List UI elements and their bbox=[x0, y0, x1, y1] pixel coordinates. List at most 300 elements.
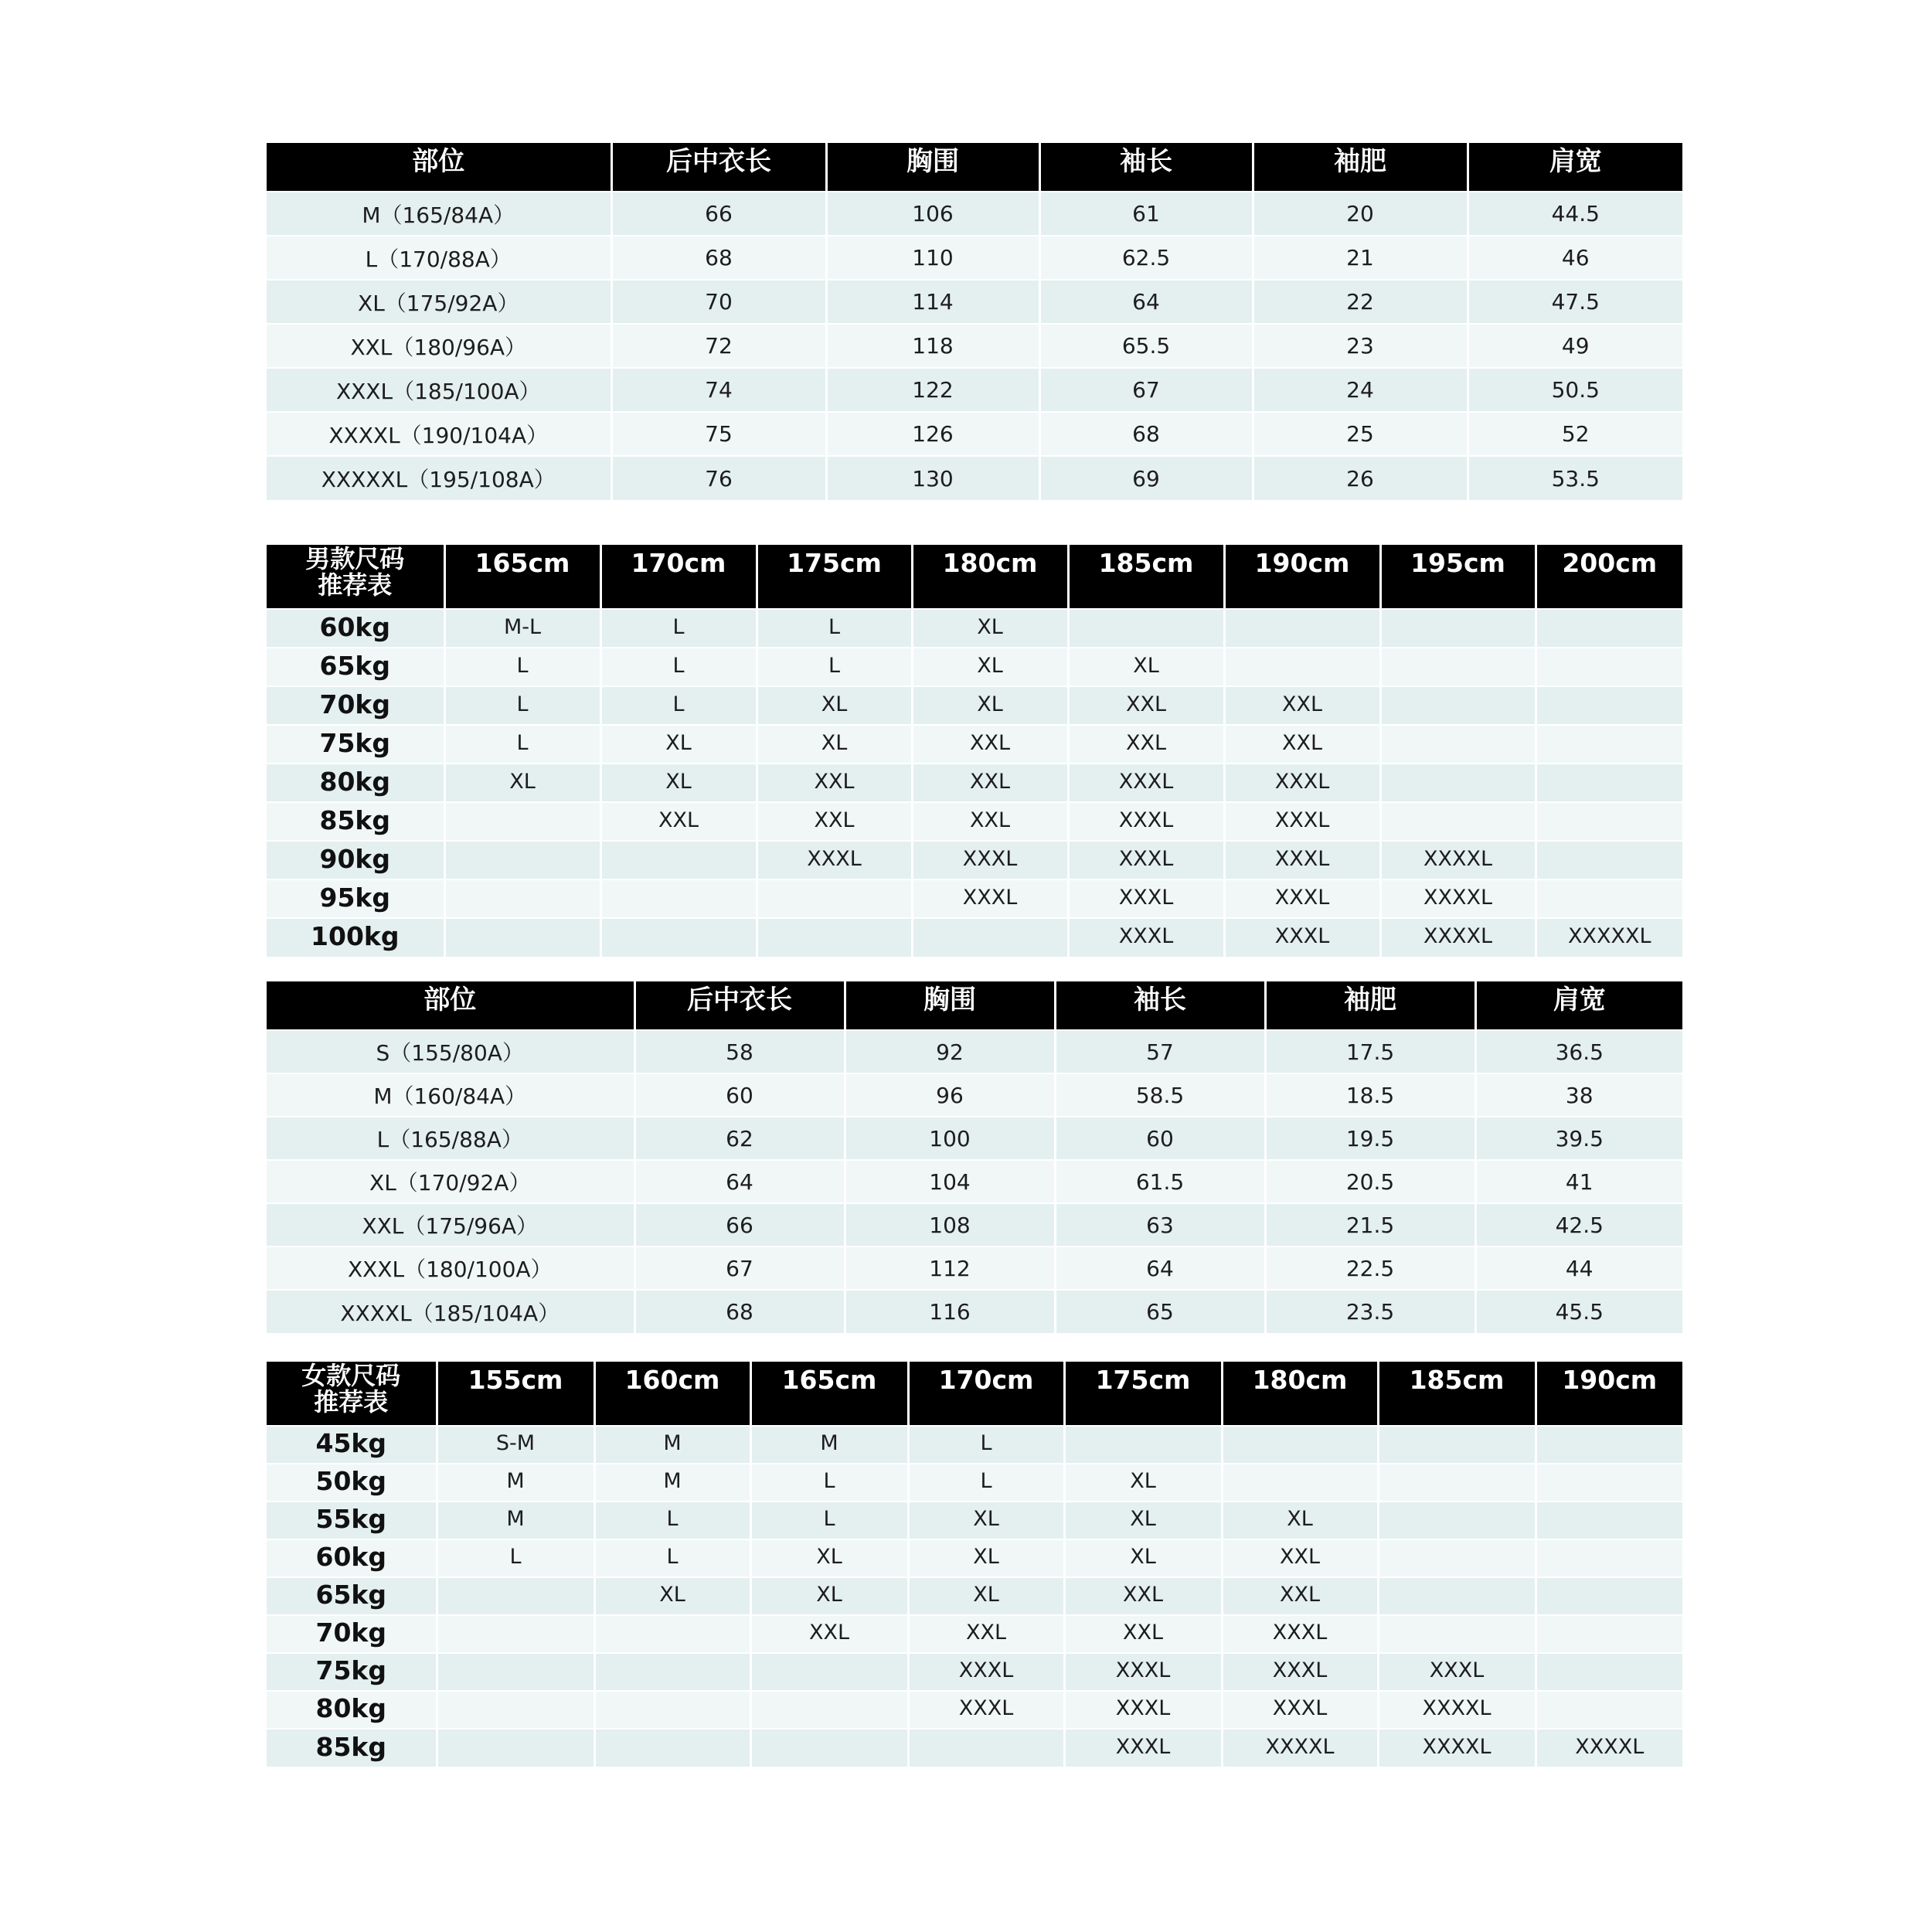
measurement-cell: 17.5 bbox=[1265, 1030, 1475, 1073]
table-row bbox=[267, 1729, 1682, 1767]
measurement-cell: 44 bbox=[1475, 1247, 1682, 1290]
measurement-cell: 57 bbox=[1055, 1030, 1265, 1073]
weight-label-cell: 95kg bbox=[267, 879, 444, 918]
women-measurement-chart bbox=[267, 981, 1682, 1333]
measurement-cell: 46 bbox=[1468, 236, 1682, 280]
measurement-cell: 36.5 bbox=[1475, 1030, 1682, 1073]
weight-label-cell: 50kg bbox=[267, 1464, 437, 1502]
table-row bbox=[267, 1691, 1682, 1729]
weight-label-cell: 90kg bbox=[267, 841, 444, 879]
table-title-line2: 推荐表 bbox=[314, 1386, 389, 1417]
recommended-size-cell: M bbox=[437, 1502, 594, 1539]
men-recommendation-table bbox=[267, 545, 1682, 957]
recommended-size-cell bbox=[1536, 1502, 1682, 1539]
measurement-cell: 64 bbox=[1039, 280, 1253, 324]
recommended-size-cell: XXXXL bbox=[1536, 1729, 1682, 1767]
recommended-size-cell: XXL bbox=[757, 802, 912, 841]
recommended-size-cell bbox=[600, 918, 757, 957]
recommended-size-cell: XL bbox=[600, 764, 757, 802]
measurement-cell: 53.5 bbox=[1468, 456, 1682, 500]
measurement-cell: 100 bbox=[845, 1117, 1055, 1160]
recommended-size-cell: XXXXL bbox=[1380, 918, 1536, 957]
size-label-cell: XXXL（180/100A） bbox=[267, 1247, 634, 1290]
table-row bbox=[267, 1203, 1682, 1247]
measurement-cell: 42.5 bbox=[1475, 1203, 1682, 1247]
table-row bbox=[267, 1539, 1682, 1577]
recommended-size-cell bbox=[1380, 609, 1536, 648]
table-title-line1: 男款尺码 bbox=[305, 544, 405, 573]
recommended-size-cell: L bbox=[908, 1426, 1064, 1464]
recommended-size-cell: L bbox=[594, 1539, 750, 1577]
size-label-cell: L（165/88A） bbox=[267, 1117, 634, 1160]
size-label-cell: XXXXL（185/104A） bbox=[267, 1290, 634, 1333]
column-header: 袖长 bbox=[1039, 143, 1253, 192]
measurement-cell: 96 bbox=[845, 1073, 1055, 1117]
height-header: 200cm bbox=[1536, 545, 1682, 609]
recommended-size-cell: XXXL bbox=[1222, 1653, 1378, 1691]
recommended-size-cell bbox=[600, 841, 757, 879]
measurement-cell: 68 bbox=[611, 236, 826, 280]
recommended-size-cell bbox=[437, 1615, 594, 1653]
measurement-cell: 26 bbox=[1253, 456, 1468, 500]
height-header: 165cm bbox=[750, 1362, 908, 1426]
column-header: 后中衣长 bbox=[611, 143, 826, 192]
table-row bbox=[267, 918, 1682, 957]
measurement-cell: 60 bbox=[634, 1073, 845, 1117]
weight-label-cell: 80kg bbox=[267, 1691, 437, 1729]
size-label-cell: M（160/84A） bbox=[267, 1073, 634, 1117]
column-header: 肩宽 bbox=[1475, 981, 1682, 1030]
weight-label-cell: 70kg bbox=[267, 686, 444, 725]
recommended-size-cell bbox=[437, 1729, 594, 1767]
recommended-size-cell: XL bbox=[750, 1539, 908, 1577]
header-row bbox=[267, 981, 1682, 1030]
table-row bbox=[267, 1615, 1682, 1653]
recommended-size-cell: M bbox=[594, 1426, 750, 1464]
table-row bbox=[267, 1502, 1682, 1539]
women-size-recommendation-chart bbox=[267, 1362, 1682, 1767]
weight-label-cell: 100kg bbox=[267, 918, 444, 957]
recommended-size-cell bbox=[1380, 648, 1536, 686]
recommended-size-cell: XXXL bbox=[1068, 879, 1224, 918]
recommended-size-cell: XL bbox=[1068, 648, 1224, 686]
size-label-cell: XXXL（185/100A） bbox=[267, 368, 611, 412]
measurement-cell: 20 bbox=[1253, 192, 1468, 236]
measurement-cell: 19.5 bbox=[1265, 1117, 1475, 1160]
recommended-size-cell: L bbox=[600, 686, 757, 725]
measurement-cell: 23 bbox=[1253, 324, 1468, 368]
recommended-size-cell: XXXXL bbox=[1378, 1691, 1536, 1729]
measurement-cell: 76 bbox=[611, 456, 826, 500]
measurement-cell: 116 bbox=[845, 1290, 1055, 1333]
recommended-size-cell: XXL bbox=[750, 1615, 908, 1653]
recommended-size-cell: XL bbox=[1064, 1502, 1222, 1539]
recommended-size-cell bbox=[1378, 1577, 1536, 1615]
recommended-size-cell: XXXL bbox=[908, 1653, 1064, 1691]
recommended-size-cell bbox=[1536, 648, 1682, 686]
recommended-size-cell: XXXL bbox=[908, 1691, 1064, 1729]
measurement-cell: 24 bbox=[1253, 368, 1468, 412]
weight-label-cell: 80kg bbox=[267, 764, 444, 802]
measurement-cell: 62 bbox=[634, 1117, 845, 1160]
table-row bbox=[267, 1073, 1682, 1117]
table-body bbox=[267, 1030, 1682, 1333]
recommended-size-cell: XL bbox=[750, 1577, 908, 1615]
recommended-size-cell: XXXXL bbox=[1380, 841, 1536, 879]
recommended-size-cell: XXL bbox=[1224, 725, 1380, 764]
measurement-cell: 52 bbox=[1468, 412, 1682, 456]
table-row bbox=[267, 368, 1682, 412]
recommended-size-cell: XXXL bbox=[1224, 918, 1380, 957]
recommended-size-cell bbox=[437, 1577, 594, 1615]
height-header: 160cm bbox=[594, 1362, 750, 1426]
size-label-cell: XXXXL（190/104A） bbox=[267, 412, 611, 456]
recommended-size-cell: XL bbox=[600, 725, 757, 764]
recommended-size-cell bbox=[437, 1653, 594, 1691]
recommended-size-cell bbox=[757, 879, 912, 918]
recommended-size-cell bbox=[750, 1691, 908, 1729]
height-header: 170cm bbox=[600, 545, 757, 609]
recommended-size-cell: XXXL bbox=[1068, 802, 1224, 841]
men-size-recommendation-chart bbox=[267, 545, 1682, 957]
weight-label-cell: 75kg bbox=[267, 725, 444, 764]
recommended-size-cell bbox=[1536, 686, 1682, 725]
table-title-line2: 推荐表 bbox=[318, 570, 393, 600]
measurement-cell: 39.5 bbox=[1475, 1117, 1682, 1160]
recommended-size-cell bbox=[1536, 802, 1682, 841]
recommended-size-cell bbox=[1378, 1464, 1536, 1502]
column-header: 袖长 bbox=[1055, 981, 1265, 1030]
recommended-size-cell: L bbox=[444, 686, 600, 725]
recommended-size-cell: M bbox=[437, 1464, 594, 1502]
weight-label-cell: 85kg bbox=[267, 802, 444, 841]
measurement-cell: 21 bbox=[1253, 236, 1468, 280]
recommended-size-cell: M bbox=[594, 1464, 750, 1502]
column-header: 肩宽 bbox=[1468, 143, 1682, 192]
recommended-size-cell: L bbox=[750, 1502, 908, 1539]
recommended-size-cell bbox=[1536, 1426, 1682, 1464]
measurement-cell: 70 bbox=[611, 280, 826, 324]
measurement-cell: 65 bbox=[1055, 1290, 1265, 1333]
recommended-size-cell bbox=[1536, 1615, 1682, 1653]
recommended-size-cell bbox=[1536, 1691, 1682, 1729]
height-header: 185cm bbox=[1068, 545, 1224, 609]
measurement-cell: 22 bbox=[1253, 280, 1468, 324]
recommended-size-cell bbox=[437, 1691, 594, 1729]
size-label-cell: M（165/84A） bbox=[267, 192, 611, 236]
measurement-cell: 47.5 bbox=[1468, 280, 1682, 324]
measurement-cell: 106 bbox=[826, 192, 1039, 236]
recommended-size-cell bbox=[1536, 879, 1682, 918]
measurement-cell: 130 bbox=[826, 456, 1039, 500]
recommended-size-cell bbox=[750, 1653, 908, 1691]
weight-label-cell: 55kg bbox=[267, 1502, 437, 1539]
table-row bbox=[267, 879, 1682, 918]
height-header: 180cm bbox=[912, 545, 1068, 609]
weight-label-cell: 60kg bbox=[267, 1539, 437, 1577]
height-header: 185cm bbox=[1378, 1362, 1536, 1426]
table-title bbox=[267, 1362, 437, 1426]
recommended-size-cell: XXXXXL bbox=[1536, 918, 1682, 957]
measurement-cell: 58.5 bbox=[1055, 1073, 1265, 1117]
recommended-size-cell bbox=[444, 841, 600, 879]
measurement-cell: 112 bbox=[845, 1247, 1055, 1290]
measurement-cell: 63 bbox=[1055, 1203, 1265, 1247]
recommended-size-cell: M-L bbox=[444, 609, 600, 648]
recommended-size-cell: L bbox=[444, 648, 600, 686]
table-body bbox=[267, 609, 1682, 957]
measurement-cell: 65.5 bbox=[1039, 324, 1253, 368]
recommended-size-cell: XXL bbox=[1064, 1577, 1222, 1615]
measurement-cell: 22.5 bbox=[1265, 1247, 1475, 1290]
measurement-cell: 72 bbox=[611, 324, 826, 368]
recommended-size-cell bbox=[1536, 609, 1682, 648]
recommended-size-cell: XL bbox=[908, 1502, 1064, 1539]
table-row bbox=[267, 1117, 1682, 1160]
column-header: 袖肥 bbox=[1253, 143, 1468, 192]
recommended-size-cell: XXL bbox=[912, 725, 1068, 764]
measurement-cell: 61 bbox=[1039, 192, 1253, 236]
weight-label-cell: 75kg bbox=[267, 1653, 437, 1691]
column-header: 胸围 bbox=[826, 143, 1039, 192]
recommended-size-cell: XXXL bbox=[757, 841, 912, 879]
recommended-size-cell: XXL bbox=[1068, 686, 1224, 725]
recommended-size-cell: XL bbox=[594, 1577, 750, 1615]
recommended-size-cell bbox=[1536, 1653, 1682, 1691]
recommended-size-cell: XXXL bbox=[1064, 1653, 1222, 1691]
table-row bbox=[267, 1247, 1682, 1290]
table-row bbox=[267, 1426, 1682, 1464]
recommended-size-cell bbox=[594, 1615, 750, 1653]
recommended-size-cell: XXL bbox=[912, 802, 1068, 841]
recommended-size-cell bbox=[1536, 1464, 1682, 1502]
measurement-cell: 50.5 bbox=[1468, 368, 1682, 412]
height-header: 190cm bbox=[1224, 545, 1380, 609]
height-header: 190cm bbox=[1536, 1362, 1682, 1426]
weight-label-cell: 65kg bbox=[267, 648, 444, 686]
measurement-cell: 18.5 bbox=[1265, 1073, 1475, 1117]
recommended-size-cell bbox=[1536, 841, 1682, 879]
column-header: 部位 bbox=[267, 981, 634, 1030]
measurement-cell: 66 bbox=[634, 1203, 845, 1247]
recommended-size-cell bbox=[1064, 1426, 1222, 1464]
men-measurement-table bbox=[267, 143, 1682, 500]
table-row bbox=[267, 686, 1682, 725]
table-row bbox=[267, 236, 1682, 280]
column-header: 后中衣长 bbox=[634, 981, 845, 1030]
size-label-cell: L（170/88A） bbox=[267, 236, 611, 280]
recommended-size-cell: XL bbox=[757, 686, 912, 725]
table-row bbox=[267, 841, 1682, 879]
recommended-size-cell: XXL bbox=[1222, 1577, 1378, 1615]
recommended-size-cell: XXXL bbox=[1222, 1615, 1378, 1653]
height-header: 180cm bbox=[1222, 1362, 1378, 1426]
recommended-size-cell: XXXL bbox=[1064, 1691, 1222, 1729]
recommended-size-cell: XXL bbox=[1068, 725, 1224, 764]
recommended-size-cell: XL bbox=[912, 609, 1068, 648]
weight-label-cell: 65kg bbox=[267, 1577, 437, 1615]
header-row bbox=[267, 545, 1682, 609]
height-header: 175cm bbox=[1064, 1362, 1222, 1426]
recommended-size-cell bbox=[1378, 1502, 1536, 1539]
recommended-size-cell bbox=[1380, 686, 1536, 725]
recommended-size-cell: L bbox=[594, 1502, 750, 1539]
recommended-size-cell: XXXL bbox=[912, 879, 1068, 918]
recommended-size-cell: L bbox=[600, 609, 757, 648]
recommended-size-cell bbox=[1222, 1426, 1378, 1464]
women-recommendation-table bbox=[267, 1362, 1682, 1767]
recommended-size-cell: XXL bbox=[1064, 1615, 1222, 1653]
weight-label-cell: 45kg bbox=[267, 1426, 437, 1464]
table-row bbox=[267, 1030, 1682, 1073]
height-header: 175cm bbox=[757, 545, 912, 609]
measurement-cell: 23.5 bbox=[1265, 1290, 1475, 1333]
recommended-size-cell bbox=[912, 918, 1068, 957]
table-title-line1: 女款尺码 bbox=[301, 1361, 401, 1390]
recommended-size-cell: XXXL bbox=[1378, 1653, 1536, 1691]
measurement-cell: 44.5 bbox=[1468, 192, 1682, 236]
table-row bbox=[267, 456, 1682, 500]
recommended-size-cell bbox=[1380, 725, 1536, 764]
recommended-size-cell bbox=[444, 802, 600, 841]
weight-label-cell: 70kg bbox=[267, 1615, 437, 1653]
measurement-cell: 58 bbox=[634, 1030, 845, 1073]
height-header: 155cm bbox=[437, 1362, 594, 1426]
column-header: 部位 bbox=[267, 143, 611, 192]
table-body bbox=[267, 192, 1682, 500]
recommended-size-cell: XXXL bbox=[1224, 802, 1380, 841]
recommended-size-cell: XXL bbox=[1222, 1539, 1378, 1577]
table-row bbox=[267, 1464, 1682, 1502]
recommended-size-cell bbox=[1380, 764, 1536, 802]
table-row bbox=[267, 802, 1682, 841]
measurement-cell: 21.5 bbox=[1265, 1203, 1475, 1247]
recommended-size-cell: XXXL bbox=[1224, 764, 1380, 802]
size-label-cell: S（155/80A） bbox=[267, 1030, 634, 1073]
weight-label-cell: 85kg bbox=[267, 1729, 437, 1767]
measurement-cell: 104 bbox=[845, 1160, 1055, 1203]
measurement-cell: 61.5 bbox=[1055, 1160, 1265, 1203]
size-label-cell: XL（175/92A） bbox=[267, 280, 611, 324]
recommended-size-cell bbox=[1536, 1539, 1682, 1577]
men-measurement-chart bbox=[267, 143, 1682, 500]
measurement-cell: 122 bbox=[826, 368, 1039, 412]
header-row bbox=[267, 143, 1682, 192]
measurement-cell: 20.5 bbox=[1265, 1160, 1475, 1203]
recommended-size-cell: XXXL bbox=[1222, 1691, 1378, 1729]
recommended-size-cell bbox=[1536, 725, 1682, 764]
recommended-size-cell: M bbox=[750, 1426, 908, 1464]
recommended-size-cell: XXXL bbox=[1224, 879, 1380, 918]
measurement-cell: 67 bbox=[1039, 368, 1253, 412]
measurement-cell: 67 bbox=[634, 1247, 845, 1290]
recommended-size-cell: XL bbox=[1222, 1502, 1378, 1539]
size-label-cell: XXL（180/96A） bbox=[267, 324, 611, 368]
measurement-cell: 75 bbox=[611, 412, 826, 456]
measurement-cell: 118 bbox=[826, 324, 1039, 368]
table-row bbox=[267, 1577, 1682, 1615]
measurement-cell: 25 bbox=[1253, 412, 1468, 456]
recommended-size-cell: XXXXL bbox=[1380, 879, 1536, 918]
recommended-size-cell bbox=[1224, 648, 1380, 686]
measurement-cell: 114 bbox=[826, 280, 1039, 324]
recommended-size-cell bbox=[1380, 802, 1536, 841]
recommended-size-cell: XXXL bbox=[912, 841, 1068, 879]
recommended-size-cell: XL bbox=[757, 725, 912, 764]
table-row bbox=[267, 725, 1682, 764]
measurement-cell: 49 bbox=[1468, 324, 1682, 368]
measurement-cell: 92 bbox=[845, 1030, 1055, 1073]
recommended-size-cell: XXXXL bbox=[1378, 1729, 1536, 1767]
recommended-size-cell bbox=[1536, 1577, 1682, 1615]
measurement-cell: 69 bbox=[1039, 456, 1253, 500]
recommended-size-cell: XL bbox=[1064, 1464, 1222, 1502]
measurement-cell: 68 bbox=[1039, 412, 1253, 456]
recommended-size-cell: XXXL bbox=[1068, 918, 1224, 957]
women-measurement-table bbox=[267, 981, 1682, 1333]
measurement-cell: 62.5 bbox=[1039, 236, 1253, 280]
recommended-size-cell bbox=[444, 918, 600, 957]
measurement-cell: 41 bbox=[1475, 1160, 1682, 1203]
table-row bbox=[267, 648, 1682, 686]
measurement-cell: 64 bbox=[634, 1160, 845, 1203]
height-header: 170cm bbox=[908, 1362, 1064, 1426]
recommended-size-cell: L bbox=[444, 725, 600, 764]
recommended-size-cell bbox=[1068, 609, 1224, 648]
table-row bbox=[267, 412, 1682, 456]
column-header: 胸围 bbox=[845, 981, 1055, 1030]
recommended-size-cell bbox=[750, 1729, 908, 1767]
measurement-cell: 64 bbox=[1055, 1247, 1265, 1290]
recommended-size-cell bbox=[1224, 609, 1380, 648]
weight-label-cell: 60kg bbox=[267, 609, 444, 648]
recommended-size-cell: L bbox=[437, 1539, 594, 1577]
table-body bbox=[267, 1426, 1682, 1767]
recommended-size-cell: XXL bbox=[908, 1615, 1064, 1653]
table-row bbox=[267, 1290, 1682, 1333]
measurement-cell: 60 bbox=[1055, 1117, 1265, 1160]
recommended-size-cell bbox=[1378, 1539, 1536, 1577]
recommended-size-cell bbox=[757, 918, 912, 957]
height-header: 165cm bbox=[444, 545, 600, 609]
recommended-size-cell bbox=[1536, 764, 1682, 802]
size-label-cell: XL（170/92A） bbox=[267, 1160, 634, 1203]
recommended-size-cell: XXL bbox=[912, 764, 1068, 802]
recommended-size-cell: XXXL bbox=[1068, 841, 1224, 879]
recommended-size-cell: XXXL bbox=[1224, 841, 1380, 879]
recommended-size-cell bbox=[594, 1691, 750, 1729]
recommended-size-cell bbox=[594, 1729, 750, 1767]
measurement-cell: 38 bbox=[1475, 1073, 1682, 1117]
recommended-size-cell: L bbox=[750, 1464, 908, 1502]
recommended-size-cell: XL bbox=[912, 648, 1068, 686]
measurement-cell: 45.5 bbox=[1475, 1290, 1682, 1333]
table-row bbox=[267, 324, 1682, 368]
table-row bbox=[267, 1160, 1682, 1203]
recommended-size-cell: XXL bbox=[757, 764, 912, 802]
recommended-size-cell bbox=[600, 879, 757, 918]
measurement-cell: 126 bbox=[826, 412, 1039, 456]
recommended-size-cell: L bbox=[757, 609, 912, 648]
recommended-size-cell: L bbox=[600, 648, 757, 686]
recommended-size-cell: XXXL bbox=[1064, 1729, 1222, 1767]
size-label-cell: XXL（175/96A） bbox=[267, 1203, 634, 1247]
measurement-cell: 74 bbox=[611, 368, 826, 412]
table-title bbox=[267, 545, 444, 609]
table-row bbox=[267, 192, 1682, 236]
recommended-size-cell: XXL bbox=[600, 802, 757, 841]
size-label-cell: XXXXXL（195/108A） bbox=[267, 456, 611, 500]
